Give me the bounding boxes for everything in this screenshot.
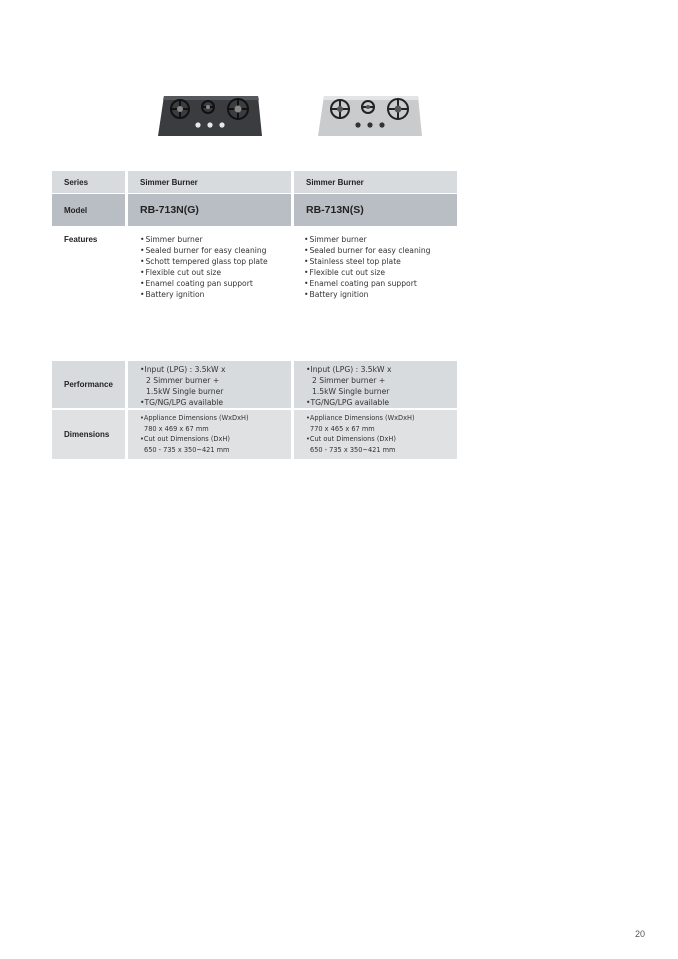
performance-value-1 — [128, 361, 291, 408]
dimensions-line: •Cut out Dimensions (DxH) — [306, 435, 396, 444]
model-value-1: RB-713N(G) — [128, 194, 291, 226]
dimensions-line: 650 - 735 x 350~421 mm — [144, 445, 230, 454]
feature-item: • Flexible cut out size — [304, 267, 454, 278]
feature-item: • Sealed burner for easy cleaning — [304, 245, 454, 256]
dimensions-line: 770 x 465 x 67 mm — [310, 424, 375, 433]
dimensions-line: 650 - 735 x 350~421 mm — [310, 445, 396, 454]
performance-line: 2 Simmer burner + — [146, 376, 220, 385]
features-list-2 — [304, 234, 454, 300]
performance-line: •Input (LPG) : 3.5kW x — [140, 365, 226, 374]
series-value-2: Simmer Burner — [294, 171, 457, 193]
dimensions-value-1 — [128, 410, 291, 459]
model-label: Model — [52, 194, 125, 226]
performance-line: 1.5kW Single burner — [312, 387, 390, 396]
performance-label: Performance — [52, 361, 125, 408]
feature-item: • Flexible cut out size — [140, 267, 290, 278]
feature-item: • Stainless steel top plate — [304, 256, 454, 267]
feature-item: • Schott tempered glass top plate — [140, 256, 290, 267]
features-list-1 — [140, 234, 290, 300]
page-number: 20 — [634, 929, 645, 939]
performance-line: •TG/NG/LPG available — [140, 398, 224, 407]
feature-item: • Battery ignition — [304, 289, 454, 300]
dimensions-value-2 — [294, 410, 457, 459]
dimensions-line: •Appliance Dimensions (WxDxH) — [306, 414, 415, 422]
dimensions-line: 780 x 469 x 67 mm — [144, 424, 209, 433]
feature-item: • Battery ignition — [140, 289, 290, 300]
feature-item: • Enamel coating pan support — [304, 278, 454, 289]
model-value-2: RB-713N(S) — [294, 194, 457, 226]
feature-item: • Enamel coating pan support — [140, 278, 290, 289]
feature-item: • Sealed burner for easy cleaning — [140, 245, 290, 256]
feature-item: • Simmer burner — [304, 234, 454, 245]
performance-line: 2 Simmer burner + — [312, 376, 386, 385]
performance-line: 1.5kW Single burner — [146, 387, 224, 396]
performance-value-2 — [294, 361, 457, 408]
series-label: Series — [52, 171, 125, 193]
dimensions-line: •Appliance Dimensions (WxDxH) — [140, 414, 249, 422]
dimensions-label: Dimensions — [52, 410, 125, 459]
product-image-steel-hob — [318, 92, 422, 140]
performance-line: •Input (LPG) : 3.5kW x — [306, 365, 392, 374]
features-label: Features — [64, 235, 98, 244]
dimensions-line: •Cut out Dimensions (DxH) — [140, 435, 230, 444]
feature-item: • Simmer burner — [140, 234, 290, 245]
product-image-glass-hob — [158, 92, 262, 140]
performance-line: •TG/NG/LPG available — [306, 398, 390, 407]
series-value-1: Simmer Burner — [128, 171, 291, 193]
